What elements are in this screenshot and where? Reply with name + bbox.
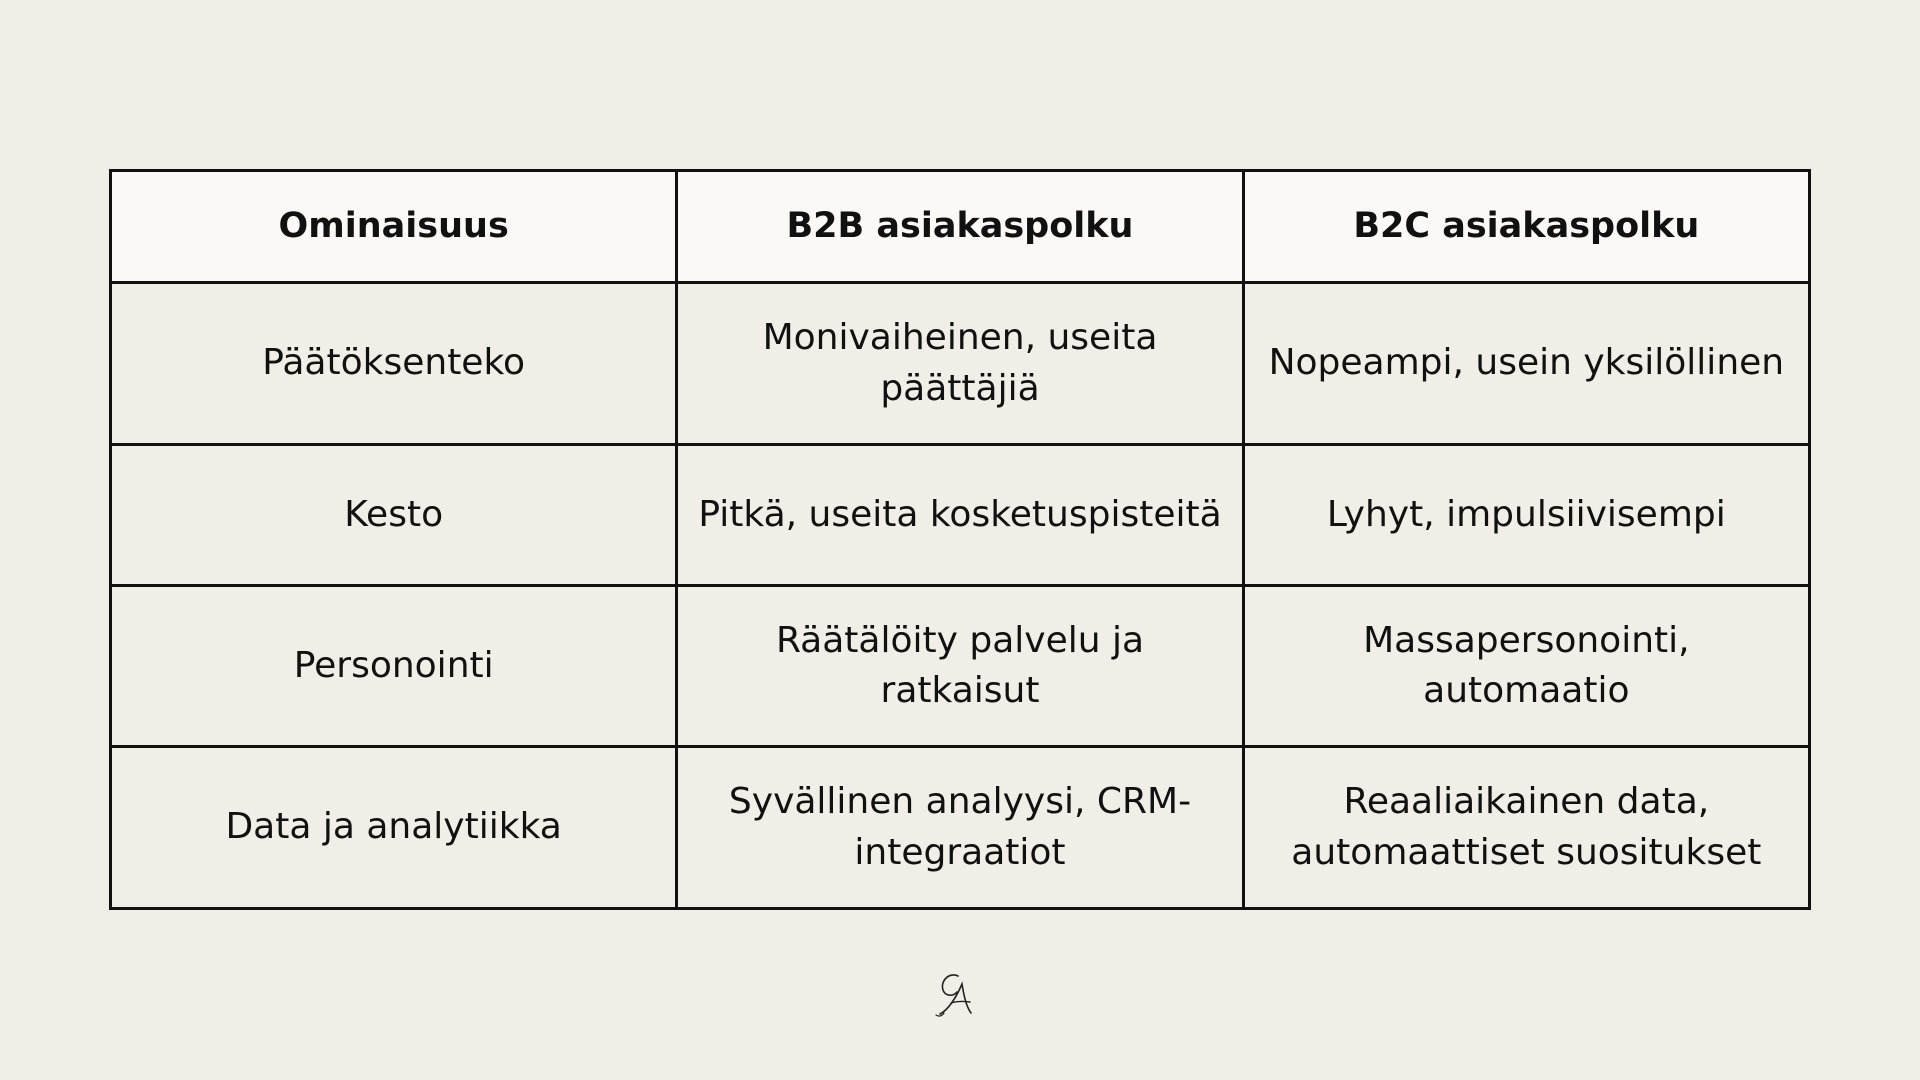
table-header-row bbox=[111, 171, 1810, 283]
b2b-cell: Syvällinen analyysi, CRM-integraatiot bbox=[677, 747, 1243, 909]
table-row bbox=[111, 747, 1810, 909]
table-row bbox=[111, 586, 1810, 747]
feature-cell: Data ja analytiikka bbox=[111, 747, 677, 909]
b2c-cell: Massapersonointi, automaatio bbox=[1243, 586, 1809, 747]
feature-cell: Päätöksenteko bbox=[111, 283, 677, 445]
b2c-cell: Reaaliaikainen data, automaattiset suositukset bbox=[1243, 747, 1809, 909]
b2c-cell: Nopeampi, usein yksilöllinen bbox=[1243, 283, 1809, 445]
header-feature: Ominaisuus bbox=[111, 171, 677, 283]
table-row bbox=[111, 283, 1810, 445]
b2b-cell: Räätälöity palvelu ja ratkaisut bbox=[677, 586, 1243, 747]
b2b-cell: Pitkä, useita kosketuspisteitä bbox=[677, 445, 1243, 586]
feature-cell: Kesto bbox=[111, 445, 677, 586]
monogram-logo-icon bbox=[930, 966, 990, 1026]
b2c-cell: Lyhyt, impulsiivisempi bbox=[1243, 445, 1809, 586]
table-row bbox=[111, 445, 1810, 586]
header-b2c: B2C asiakaspolku bbox=[1243, 171, 1809, 283]
comparison-table bbox=[109, 169, 1811, 910]
b2b-cell: Monivaiheinen, useita päättäjiä bbox=[677, 283, 1243, 445]
header-b2b: B2B asiakaspolku bbox=[677, 171, 1243, 283]
comparison-table-container bbox=[109, 169, 1811, 910]
feature-cell: Personointi bbox=[111, 586, 677, 747]
